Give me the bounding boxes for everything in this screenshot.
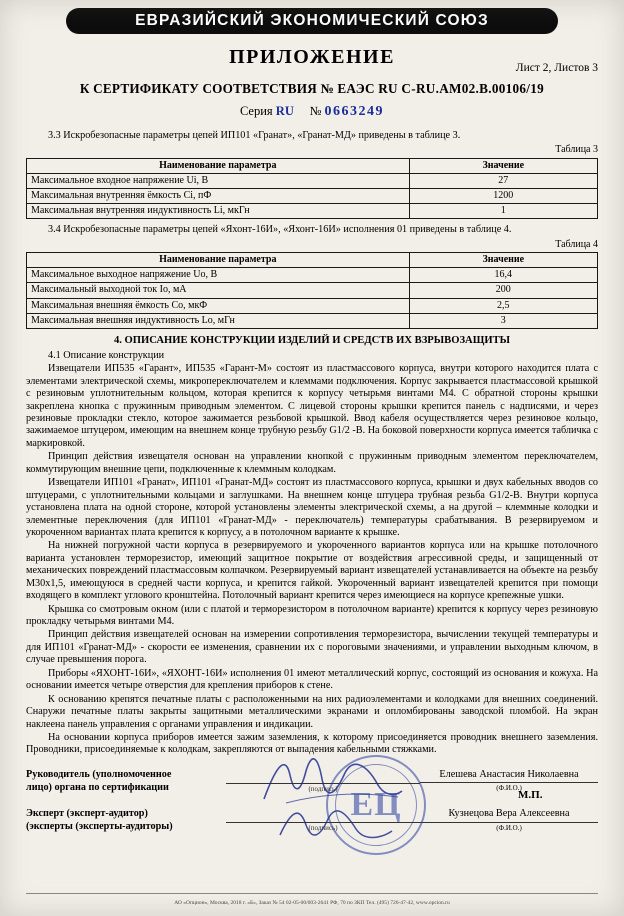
table4-cell-value: 2,5 [409, 298, 597, 313]
body-paragraph-6: Принцип действия извещателей основан на измерении сопротивления терморезистора, вычислении текущей температуры и для ИП101 «Гранат-МД» - скорости ее изменения, сравнении их с пороговыми значениями, и управлении выходным ключом, в случае превышения порога. [26, 629, 598, 666]
table-row [27, 204, 598, 219]
table4-caption: Таблица 4 [555, 238, 598, 250]
table3-header-param: Наименование параметра [27, 158, 410, 173]
signature-row-head [26, 768, 598, 801]
signature-line-expert [226, 808, 420, 823]
certificate-number: RU C-RU.AM02.B.00106/19 [378, 81, 545, 96]
paragraph-3-4: 3.4 Искробезопасные параметры цепей «Яхонт-16И», «Яхонт-16И» исполнения 01 приведены в таблице 4. [48, 224, 512, 236]
signature-role-head-line1: Руководитель (уполномоченное [26, 768, 172, 780]
table-row [27, 298, 598, 313]
signature-area-expert [226, 808, 420, 833]
page-title: ПРИЛОЖЕНИЕ [229, 46, 395, 68]
signature-line-head [226, 769, 420, 784]
certificate-subtitle [0, 81, 624, 97]
mp-label: М.П. [518, 788, 543, 801]
table4-cell-param: Максимальная внешняя ёмкость Co, мкФ [27, 298, 410, 313]
sheet-info: Лист 2, Листов 3 [515, 62, 598, 74]
eaeu-banner: ЕВРАЗИЙСКИЙ ЭКОНОМИЧЕСКИЙ СОЮЗ [66, 8, 558, 34]
table3-cell-value: 1 [409, 204, 597, 219]
table3-cell-value: 27 [409, 173, 597, 188]
body-paragraph-3: Извещатели ИП101 «Гранат», ИП101 «Гранат-МД» состоят из пластмассового корпуса, крышки и двух кабельных вводов со штуцерами, с уплотнительными кольцами и заглушками. На внешнем конце штуцера трубная резьба G1/2-В. Внутри корпуса установлена плата на одной стороне, которой установлены элементы электрической схемы, а на другой – клеммные колодки и элементные переключения (для ИП101 «Гранат-МД» - переключатель) температуры срабатывания. В резервируемом и укороченном вариантах плата крепится к корпусу, а в потолочном варианте к крышке. [26, 477, 598, 538]
signature-fio-caption-expert: (Ф.И.О.) [496, 823, 522, 832]
body-paragraph-4: На нижней погружной части корпуса в резервируемого и укороченного вариантов корпуса или на крышке потолочного варианта установлен терморезистор, имеющий защитное покрытие от воздействия агрессивной среды, и защищенный от механических повреждений пластмассовым колпачком. Резервируемый вариант извещателей устанавливается на объекте на резьбу М30х1,5, имеющуюся в средней части корпуса, и крепится гайкой. Укороченный вариант извещателей крепится при помощи входящего в комплект углового кронштейна. Потолочный вариант крепится через имеющиеся на корпусе крепежные ушки. [26, 540, 598, 602]
signature-fio-caption-head: (Ф.И.О.) [496, 784, 522, 793]
body-paragraph-9: На основании корпуса приборов имеется зажим заземления, к которому присоединяется проводник внешнего заземления. Проводники, присоединяемые к колодкам, закрепляются от выпадения кабельными стяжками. [26, 731, 598, 756]
series-line [0, 104, 624, 120]
table-header-row [27, 253, 598, 268]
signature-name-head [420, 769, 598, 793]
table4-cell-value: 16,4 [409, 268, 597, 283]
signature-row-expert [26, 808, 598, 834]
signature-role-expert [26, 808, 226, 834]
body-paragraph-5: Крышка со смотровым окном (или с платой и терморезистором в потолочном варианте) крепится к корпусу через резиновую прокладку четырьмя винтами М4. [26, 603, 598, 628]
table-row [27, 268, 598, 283]
table3-cell-param: Максимальное входное напряжение Ui, В [27, 173, 410, 188]
paragraph-3-3: 3.3 Искробезопасные параметры цепей ИП101 «Гранат», «Гранат-МД» приведены в таблице 3. [48, 130, 461, 141]
table3-cell-param: Максимальная внутренняя индуктивность Li, мкГн [27, 204, 410, 219]
table4-header-value: Значение [409, 253, 597, 268]
table3-cell-param: Максимальная внутренняя ёмкость Ci, пФ [27, 189, 410, 204]
number-value: 0663249 [324, 104, 385, 119]
signature-name-expert-value: Кузнецова Вера Алексеевна [420, 808, 598, 822]
footer-divider [26, 893, 598, 894]
footer-text: АО «Опцион», Москва, 2018 г. «Б», Заказ № 54 02-05-00/003-2641 РФ, 70 по ЗКП Тел. (495) 726-47-42, www.opcion.ru [174, 900, 450, 906]
certificate-subtitle-prefix: К СЕРТИФИКАТУ СООТВЕТСТВИЯ № ЕАЭС [79, 81, 375, 96]
table-row [27, 313, 598, 328]
signature-name-head-value: Елешева Анастасия Николаевна [420, 769, 598, 783]
table4-cell-value: 200 [409, 283, 597, 298]
signature-block [26, 769, 598, 834]
body-paragraph-1: Извещатели ИП535 «Гарант», ИП535 «Гарант-М» состоят из пластмассового корпуса, внутри которого находится плата с элементами электрической схемы, микропереключателем и клеммами подключения. Корпус закрывается пластмассовой крышкой с резиновым уплотнительным кольцом, которая крепится к корпусу четырьмя винтами М4. С обратной стороны крышки закреплена кнопка с пружинным приводным элементом. С лицевой стороны крышки крепится панель с надписями, и через резиновые прокладки стекло, которое зажимается резьбовой крышкой. Ввод кабеля осуществляется через резиновое кольцо, зажимаемое штуцером, имеющим на внешнем конце трубную резьбу G1/2 -В. На боковой поверхности корпуса имеется табличка с маркировкой. [26, 363, 598, 449]
subsection-4-1: 4.1 Описание конструкции [48, 349, 165, 361]
number-label: № [309, 104, 322, 118]
table4-cell-param: Максимальный выходной ток Io, мА [27, 283, 410, 298]
table-row [27, 173, 598, 188]
body-paragraph-2: Принцип действия извещателя основан на управлении кнопкой с пружинным приводным элементом переключателем, коммутирующим внешние цепи, подключенные к клеммным колодкам. [26, 451, 598, 475]
body-paragraph-8: К основанию крепятся печатные платы с расположенными на них радиоэлементами и колодками для внешних соединений. Снаружи печатные платы закрыты защитными металлическими экранами и опломбированы заводской пломбой. На экран наклеена панель управления с органами управления и индикации. [26, 693, 598, 730]
signature-name-expert [420, 808, 598, 832]
table4-cell-param: Максимальное выходное напряжение Uo, В [27, 268, 410, 283]
signature-role-head-line2: лицо) органа по сертификации [26, 781, 169, 793]
table3-cell-value: 1200 [409, 189, 597, 204]
table4-header-param: Наименование параметра [27, 253, 410, 268]
table3-caption: Таблица 3 [555, 144, 598, 156]
document-content [0, 130, 624, 834]
series-value: RU [275, 104, 294, 118]
signature-caption-head: (подпись) [308, 784, 338, 793]
table-header-row [27, 158, 598, 173]
signature-role-expert-line2: (эксперты (эксперты-аудиторы) [26, 821, 173, 833]
body-paragraph-7: Приборы «ЯХОНТ-16И», «ЯХОНТ-16И» исполнения 01 имеют металлический корпус, состоящий из основания и кожуха. На основании имеется четыре отверстия для крепления приборов к стене. [26, 667, 598, 692]
table3-header-value: Значение [409, 158, 597, 173]
table-row [27, 189, 598, 204]
signature-caption-expert: (подпись) [308, 824, 338, 833]
series-label: Серия [239, 104, 273, 118]
table-row [27, 283, 598, 298]
signature-role-expert-line1: Эксперт (эксперт-аудитор) [26, 808, 148, 820]
table-3 [26, 158, 598, 220]
section-4-title: 4. ОПИСАНИЕ КОНСТРУКЦИИ ИЗДЕЛИЙ И СРЕДСТВ ИХ ВЗРЫВОЗАЩИТЫ [113, 334, 511, 346]
table4-cell-value: 3 [409, 313, 597, 328]
signature-role-head [26, 769, 226, 795]
table-4 [26, 252, 598, 329]
stamp-text: ЕЦ [350, 786, 402, 824]
table4-cell-param: Максимальная внешняя индуктивность Lo, мГн [27, 313, 410, 328]
